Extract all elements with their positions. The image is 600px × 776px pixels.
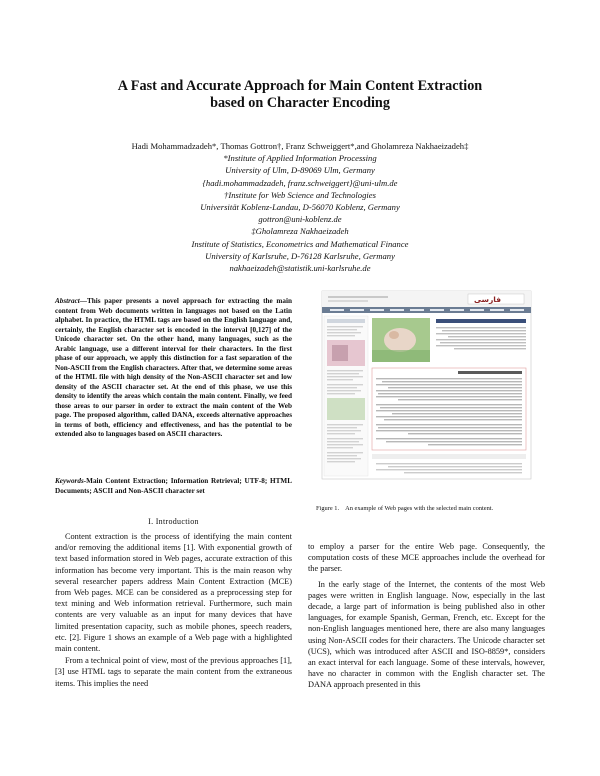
affiliation-line: Universität Koblenz-Landau, D-56070 Koblenz, Germany xyxy=(200,202,400,213)
intro-paragraph: In the early stage of the Internet, the contents of the most Web pages were written in English language. Now, especially in the last decade, a large part of information is being published also in other languages, for example Spanish, German, French, etc. Except for the non-English languages mentioned here, there are also many languages using Non-ASCII codes for their characters. The Unicode character set (UCS), which was introduced after ASCII and ISO-8859*, considers an exact interval for each language. Some of these intervals, however, have no character in common with the English character set. The DANA approach presented in this xyxy=(308,579,545,690)
figure-caption-text: An example of Web pages with the selected main content. xyxy=(345,505,494,512)
affiliation-line: Institute of Statistics, Econometrics and Mathematical Finance xyxy=(191,238,409,249)
paper-title xyxy=(0,78,600,112)
affiliation-line: ‡Gholamreza Nakhaeizadeh xyxy=(251,226,349,237)
author-names: Hadi Mohammadzadeh*, Thomas Gottron†, Franz Schweiggert*,and Gholamreza Nakhaeizadeh‡ xyxy=(131,141,469,151)
affiliation-line: *Institute of Applied Information Processing xyxy=(223,153,377,164)
affiliation-email: {hadi.mohammadzadeh, franz.schweiggert}@uni-ulm.de xyxy=(202,177,398,188)
title-line-2: based on Character Encoding xyxy=(210,95,390,111)
figure-label: Figure 1. xyxy=(316,505,340,512)
keywords-label: Keywords- xyxy=(55,477,87,485)
affiliation-line: †Institute for Web Science and Technologies xyxy=(224,189,376,200)
title-line-1: A Fast and Accurate Approach for Main Content Extraction xyxy=(117,78,483,94)
intro-left-column xyxy=(55,531,292,690)
keywords-text: Main Content Extraction; Information Retrieval; UTF-8; HTML Documents; ASCII and Non-ASCII character set xyxy=(55,477,292,495)
figure-caption xyxy=(316,505,546,513)
affiliation-email: gottron@uni-koblenz.de xyxy=(258,214,342,225)
figure-web-page-screenshot xyxy=(308,288,545,482)
affiliation-email: nakhaeizadeh@statistik.uni-karlsruhe.de xyxy=(229,263,371,274)
intro-paragraph: Content extraction is the process of identifying the main content and/or removing the additional items [1]. With exponential growth of text based information stored in Web pages, accurate extraction of this information has become very important. This is the main reason why several researcher papers address Main Content Extraction (MCE) from Web pages. MCE can be considered as a preprocessing step for text mining and Web information retrieval. Furthermore, such main contents are very valuable as an input for many devices that have limited presentation capacity, such as mobile phones, speech readers, etc. [2]. Figure 1 shows an example of a Web page with a highlighted main content. xyxy=(55,532,292,654)
keywords xyxy=(55,477,292,496)
abstract-label: Abstract— xyxy=(55,297,87,305)
intro-right-column xyxy=(308,541,545,691)
intro-paragraph: to employ a parser for the entire Web page. Consequently, the computation costs of these MCE approaches include the overhead for the parser. xyxy=(308,542,545,574)
affiliation-line: University of Karlsruhe, D-76128 Karlsruhe, Germany xyxy=(205,250,395,261)
abstract-text: This paper presents a novel approach for extracting the main content from Web documents written in languages not based on the Latin alphabet. In practice, the HTML tags are based on the English language and, certainly, the English character set is encoded in the interval [0,127] of the Unicode character set. On the other hand, many languages, such as the Arabic language, use a different interval for their characters. In the first phase of our approach, we apply this distinction for a fast separation of the Non-ASCII from the English characters. After that, we determine some areas of the HTML file with high density of the Non-ASCII character set and low density of the ASCII character set. At the end of this phase, we use this density to identify the areas which contain the main content. Finally, we feed those areas to our parser in order to extract the main content of the Web page. The proposed algorithm, called DANA, exceeds alternative approaches in terms of both, efficiency and effectiveness, and has the potential to be extended also to languages based on ASCII characters. xyxy=(55,297,292,438)
section-heading: I. Introduction xyxy=(148,517,199,526)
affiliation-line: University of Ulm, D-89069 Ulm, Germany xyxy=(225,165,375,176)
figure-logo-text: فارسی xyxy=(474,295,502,304)
author-block xyxy=(0,140,600,274)
abstract xyxy=(55,297,292,440)
intro-paragraph: From a technical point of view, most of the previous approaches [1], [3] use HTML tags to separate the main content from the extraneous items. This implies the need xyxy=(55,656,292,688)
